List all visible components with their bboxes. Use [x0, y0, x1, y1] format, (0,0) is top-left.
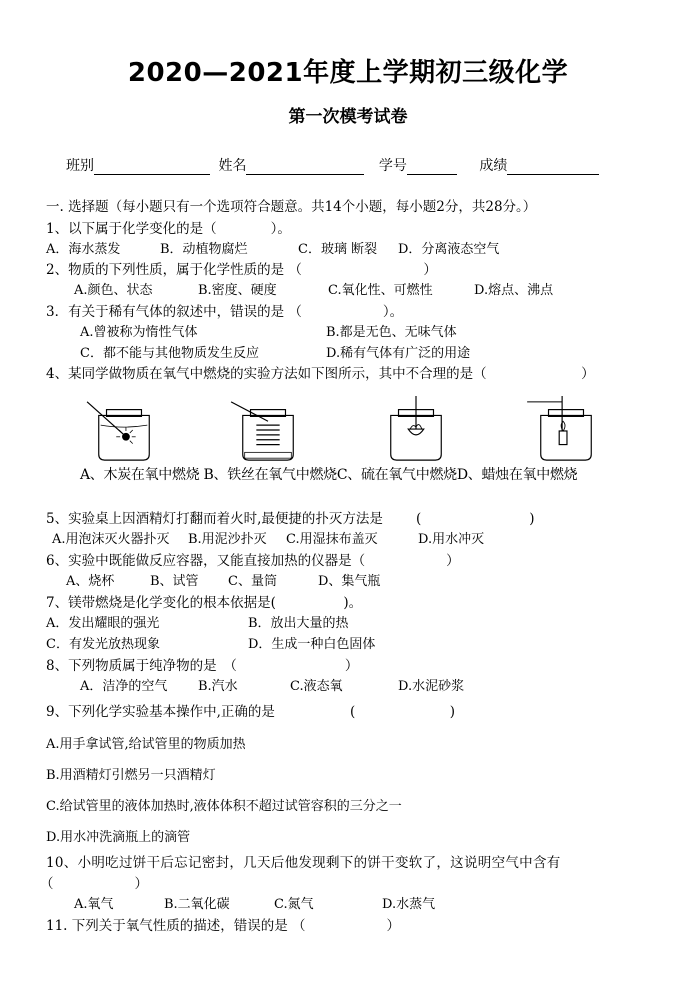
question-1-option-a[interactable]: A．海水蒸发 [46, 242, 121, 257]
question-6-option-a[interactable]: A、烧杯 [66, 574, 115, 589]
exam-subtitle: 第一次模考试卷 [288, 107, 408, 127]
question-2-option-c[interactable]: C.氧化性、可燃性 [328, 283, 433, 298]
question-8-option-d[interactable]: D.水泥砂浆 [398, 679, 465, 694]
question-7-option-b[interactable]: B．放出大量的热 [248, 616, 349, 631]
question-5-option-b[interactable]: B.用泥沙扑灭 [188, 532, 267, 547]
question-3-option-c[interactable]: C．都不能与其他物质发生反应 [80, 346, 259, 361]
figure-caption: A、木炭在氧中燃烧 B、铁丝在氧气中燃烧C、硫在氧气中燃烧D、蜡烛在氧中燃烧 [80, 467, 578, 483]
question-1-stem: 1、以下属于化学变化的是（ ）。 [46, 221, 291, 237]
question-8-option-a[interactable]: A．洁净的空气 [80, 679, 168, 694]
question-1-option-d[interactable]: D．分离液态空气 [398, 242, 500, 257]
question-8-stem: 8、下列物质属于纯净物的是 （ ） [46, 658, 359, 674]
question-9-option-a[interactable]: A.用手拿试管,给试管里的物质加热 [46, 737, 246, 752]
class-blank[interactable] [94, 158, 210, 175]
question-7-option-c[interactable]: C．有发光放热现象 [46, 637, 160, 652]
question-10-answer-paren[interactable]: （ ） [40, 876, 148, 892]
question-3-option-a[interactable]: A.曾被称为惰性气体 [80, 325, 198, 340]
question-9-option-b[interactable]: B.用酒精灯引燃另一只酒精灯 [46, 768, 216, 783]
name-blank[interactable] [246, 158, 364, 175]
question-1-option-b[interactable]: B．动植物腐烂 [160, 242, 248, 257]
iron-wire-jar-figure [229, 396, 307, 464]
question-8-option-c[interactable]: C.液态氧 [290, 679, 343, 694]
class-label: 班别 [66, 158, 94, 174]
question-8-option-b[interactable]: B.汽水 [198, 679, 238, 694]
question-3-option-d[interactable]: D.稀有气体有广泛的用途 [326, 346, 471, 361]
question-4-stem: 4、某同学做物质在氧气中燃烧的实验方法如下图所示，其中不合理的是（ ） [46, 366, 595, 382]
question-10-option-c[interactable]: C.氮气 [274, 897, 314, 912]
question-2-stem: 2、物质的下列性质，属于化学性质的是 （ ） [46, 262, 437, 278]
question-10-option-a[interactable]: A.氧气 [74, 897, 114, 912]
question-2-option-b[interactable]: B.密度、硬度 [198, 283, 277, 298]
question-6-option-b[interactable]: B、试管 [150, 574, 199, 589]
question-6-option-c[interactable]: C、量筒 [228, 574, 277, 589]
combustion-figures [85, 396, 625, 466]
charcoal-jar-figure [85, 396, 163, 464]
question-5-answer-paren[interactable]: ( ) [416, 511, 535, 527]
score-label: 成绩 [479, 158, 508, 174]
id-blank[interactable] [407, 158, 457, 175]
question-6-option-d[interactable]: D、集气瓶 [318, 574, 381, 589]
question-5-option-d[interactable]: D.用水冲灭 [418, 532, 485, 547]
question-6-stem: 6、实验中既能做反应容器，又能直接加热的仪器是（ ） [46, 553, 460, 569]
name-label: 姓名 [218, 158, 247, 174]
question-5-option-c[interactable]: C.用湿抹布盖灭 [286, 532, 378, 547]
question-2-option-a[interactable]: A.颜色、状态 [74, 283, 153, 298]
student-info-line [66, 155, 599, 175]
sulfur-jar-figure [377, 396, 455, 464]
question-10-option-b[interactable]: B.二氧化碳 [164, 897, 230, 912]
question-5-stem: 5、实验桌上因酒精灯打翻而着火时,最便捷的扑灭方法是 [46, 511, 383, 527]
question-3-stem: 3．有关于稀有气体的叙述中，错误的是 （ ）。 [46, 304, 404, 320]
question-2-option-d[interactable]: D.熔点、沸点 [474, 283, 554, 298]
question-9-answer-paren[interactable]: ( ) [350, 704, 456, 720]
question-10-stem: 10、小明吃过饼干后忘记密封，几天后他发现剩下的饼干变软了，这说明空气中含有 [46, 855, 561, 871]
question-5-option-a[interactable]: A.用泡沫灭火器扑灭 [52, 532, 170, 547]
candle-jar-figure [527, 396, 605, 464]
question-9-option-c[interactable]: C.给试管里的液体加热时,液体体积不超过试管容积的三分之一 [46, 799, 402, 814]
exam-title: 2020—2021年度上学期初三级化学 [127, 58, 569, 88]
question-9-option-d[interactable]: D.用水冲洗滴瓶上的滴管 [46, 830, 191, 845]
question-9-stem: 9、下列化学实验基本操作中,正确的是 [46, 704, 275, 720]
question-7-option-d[interactable]: D．生成一种白色固体 [248, 637, 376, 652]
question-1-option-c[interactable]: C．玻璃 断裂 [298, 242, 378, 257]
score-blank[interactable] [507, 158, 599, 175]
id-label: 学号 [378, 158, 407, 174]
question-3-option-b[interactable]: B.都是无色、无味气体 [326, 325, 457, 340]
question-10-option-d[interactable]: D.水蒸气 [382, 897, 436, 912]
question-11-stem: 11. 下列关于氧气性质的描述，错误的是 （ ） [46, 918, 401, 934]
section-heading: 一. 选择题（每小题只有一个选项符合题意。共14个小题，每小题2分，共28分。） [46, 199, 537, 215]
question-7-stem: 7、镁带燃烧是化学变化的根本依据是( )。 [46, 595, 363, 611]
question-7-option-a[interactable]: A．发出耀眼的强光 [46, 616, 160, 631]
